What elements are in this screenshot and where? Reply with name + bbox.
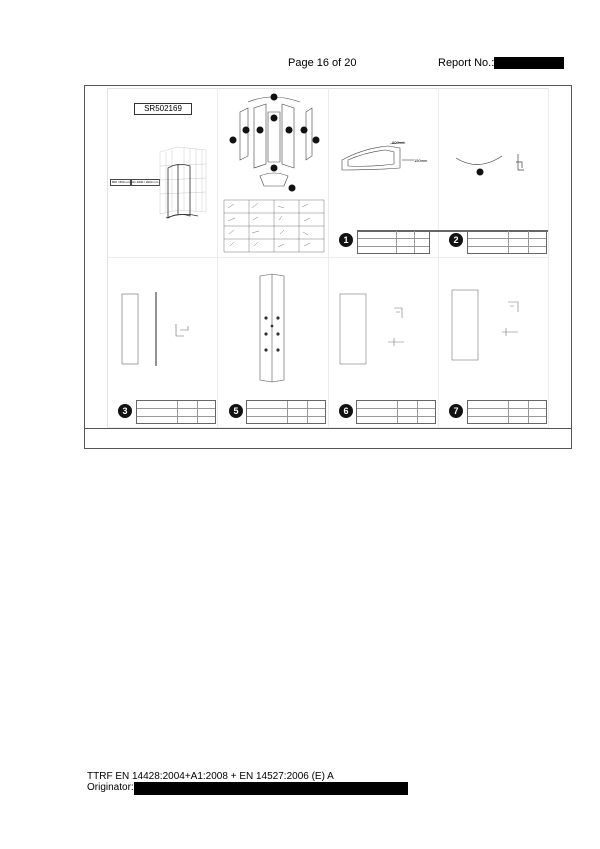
rail-drawing bbox=[454, 150, 534, 180]
drawing-number-badge: 2 bbox=[449, 233, 463, 247]
drawing-number-badge: 5 bbox=[229, 404, 243, 418]
page-number: Page 16 of 20 bbox=[288, 57, 357, 69]
drawing-number-badge: 1 bbox=[339, 233, 353, 247]
door-a-drawing bbox=[336, 288, 432, 370]
side-panel-drawing bbox=[118, 290, 198, 370]
door-b-drawing bbox=[446, 286, 542, 370]
dimension-note-a: 800 / 800 mm bbox=[112, 180, 131, 184]
report-number-label: Report No.: bbox=[438, 57, 495, 69]
tray-dimension-a: 800mm bbox=[392, 140, 406, 145]
standard-reference: TTRF EN 14428:2004+A1:2008 + EN 14527:2006 (E) A bbox=[87, 771, 334, 782]
title-block-2 bbox=[467, 230, 547, 254]
shower-column-drawing bbox=[252, 272, 292, 384]
shower-enclosure-drawing bbox=[158, 146, 208, 221]
title-block-6 bbox=[356, 400, 436, 424]
drawing-number-badge: 6 bbox=[339, 404, 353, 418]
model-label: SR502169 bbox=[134, 103, 192, 115]
originator-redaction bbox=[134, 782, 408, 795]
report-number-redaction bbox=[494, 57, 564, 69]
originator-label: Originator: bbox=[87, 782, 134, 793]
frame-footer-row bbox=[84, 428, 572, 449]
dimension-note-b: H1 2000 / 2000 mm bbox=[132, 180, 159, 184]
title-block-5 bbox=[246, 400, 326, 424]
drawing-number-badge: 3 bbox=[118, 404, 132, 418]
title-block-1 bbox=[357, 230, 430, 254]
drawing-number-badge: 7 bbox=[449, 404, 463, 418]
title-block-7 bbox=[467, 400, 547, 424]
exploded-view-drawing bbox=[222, 90, 326, 255]
tray-dimension-b: 150mm bbox=[414, 158, 428, 163]
title-block-3 bbox=[136, 400, 216, 424]
